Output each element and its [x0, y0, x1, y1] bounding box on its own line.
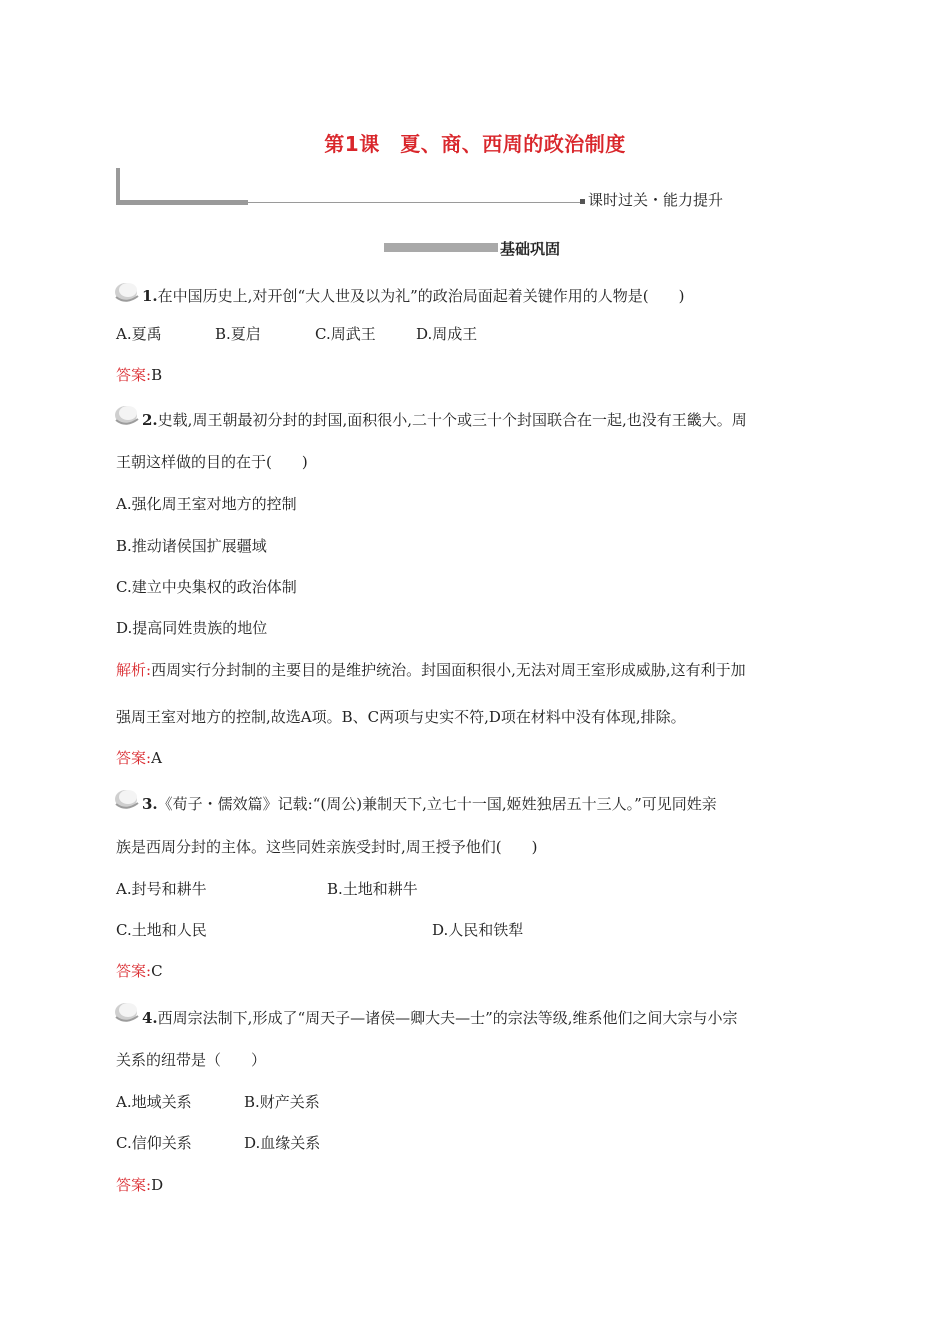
q2-analysis-text-1: 西周实行分封制的主要目的是维护统治。封国面积很小,无法对周王室形成威胁,这有利于加: [151, 661, 746, 679]
q1-option-a: A.夏禹: [116, 325, 162, 343]
q4-stem-text-1: 西周宗法制下,形成了“周天子—诸侯—卿大夫—士”的宗法等级,维系他们之间大宗与小宗: [157, 1009, 738, 1027]
banner-label: 课时过关・能力提升: [588, 191, 724, 209]
q4-stem-line1: [142, 1008, 738, 1028]
q2-answer: [116, 748, 162, 768]
q2-stem-line1: [142, 410, 747, 430]
q2-option-a: A.强化周王室对地方的控制: [116, 495, 297, 513]
q4-answer-value: D: [151, 1176, 164, 1194]
question-badge-icon: [114, 1001, 140, 1023]
banner-rule: [248, 202, 580, 203]
q1-number: 1.: [142, 287, 158, 305]
q3-option-b: B.土地和耕牛: [327, 880, 418, 898]
q4-option-b: B.财产关系: [244, 1093, 320, 1111]
section-label: 基础巩固: [500, 240, 561, 258]
q3-stem-line1: [142, 794, 717, 814]
q2-option-d: D.提高同姓贵族的地位: [116, 619, 268, 637]
q2-answer-value: A: [151, 749, 162, 767]
q4-stem-line2: 关系的纽带是（ ）: [116, 1051, 267, 1069]
q3-stem-line2: 族是西周分封的主体。这些同姓亲族受封时,周王授予他们( ): [116, 838, 538, 856]
q1-stem: [142, 286, 685, 306]
banner-end-mark: [580, 199, 585, 204]
banner-vertical-bar: [116, 168, 120, 204]
q2-analysis-line2: 强周王室对地方的控制,故选A项。B、C两项与史实不符,D项在材料中没有体现,排除。: [116, 708, 686, 726]
q2-stem-text-1: 史载,周王朝最初分封的封国,面积很小,二十个或三十个封国联合在一起,也没有王畿大。周: [157, 411, 747, 429]
q3-number: 3.: [142, 795, 158, 813]
q2-analysis-label: 解析:: [116, 661, 152, 679]
section-bar: [384, 243, 498, 252]
q1-stem-text: 在中国历史上,对开创“大人世及以为礼”的政治局面起着关键作用的人物是( ): [157, 287, 685, 305]
q4-answer: [116, 1175, 163, 1195]
q4-option-a: A.地域关系: [116, 1093, 192, 1111]
q3-option-a: A.封号和耕牛: [116, 880, 207, 898]
lesson-title: 第1课 夏、商、西周的政治制度: [324, 132, 626, 156]
question-badge-icon: [114, 404, 140, 426]
q2-option-b: B.推动诸侯国扩展疆域: [116, 537, 267, 555]
q3-answer-value: C: [151, 962, 163, 980]
q1-option-d: D.周成王: [416, 325, 478, 343]
question-badge-icon: [114, 281, 140, 303]
q3-answer: [116, 961, 163, 981]
q2-answer-label: 答案:: [116, 749, 152, 767]
q3-option-d: D.人民和铁犁: [432, 921, 524, 939]
q1-option-c: C.周武王: [315, 325, 376, 343]
q4-option-d: D.血缘关系: [244, 1134, 321, 1152]
q1-answer-value: B: [151, 366, 163, 384]
q1-answer: [116, 365, 162, 385]
q1-answer-label: 答案:: [116, 366, 152, 384]
q2-analysis-line1: [116, 660, 746, 680]
section-banner: [116, 168, 724, 209]
q4-answer-label: 答案:: [116, 1176, 152, 1194]
q2-option-c: C.建立中央集权的政治体制: [116, 578, 297, 596]
q3-stem-text-1: 《荀子・儒效篇》记载:“(周公)兼制天下,立七十一国,姬姓独居五十三人。”可见同姓亲: [157, 795, 717, 813]
banner-thick-bar: [116, 200, 248, 205]
q4-number: 4.: [142, 1009, 158, 1027]
q4-option-c: C.信仰关系: [116, 1134, 192, 1152]
question-badge-icon: [114, 788, 140, 810]
q1-option-b: B.夏启: [215, 325, 261, 343]
q3-option-c: C.土地和人民: [116, 921, 207, 939]
q2-number: 2.: [142, 411, 158, 429]
q2-stem-line2: 王朝这样做的目的在于( ): [116, 453, 308, 471]
q3-answer-label: 答案:: [116, 962, 152, 980]
